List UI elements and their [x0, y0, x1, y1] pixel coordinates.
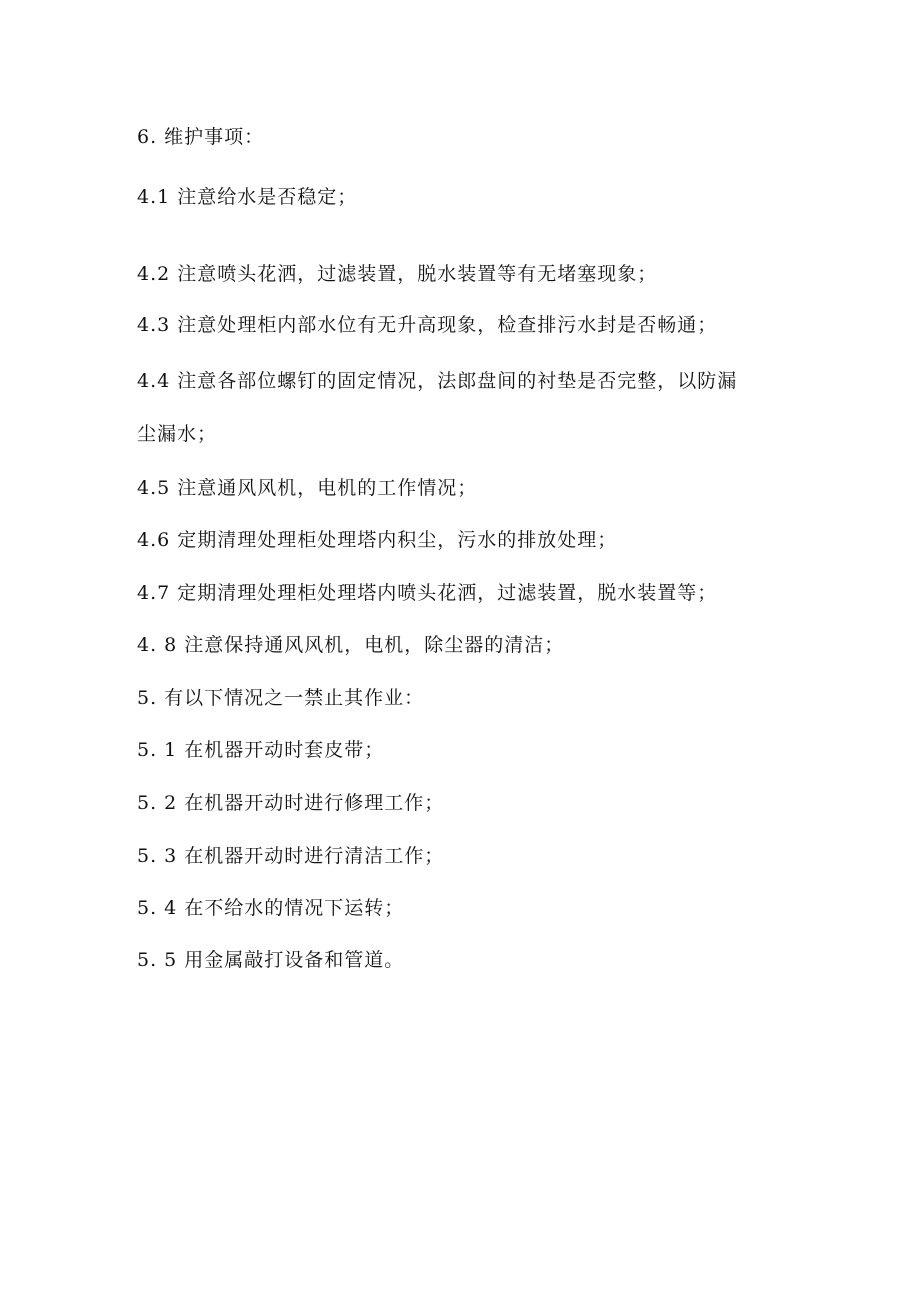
text-line: 5. 3 在机器开动时进行清洁工作；: [137, 845, 445, 867]
text-line: 4. 8 注意保持通风风机，电机，除尘器的清洁；: [137, 634, 565, 656]
text-line: 4.6 定期清理处理柜处理塔内积尘，污水的排放处理；: [137, 529, 618, 551]
text-line: 4.1 注意给水是否稳定；: [137, 186, 358, 208]
text-line: 4.5 注意通风风机，电机的工作情况；: [137, 477, 478, 499]
text-line: 5. 5 用金属敲打设备和管道。: [137, 949, 405, 971]
text-line: 5. 4 在不给水的情况下运转；: [137, 897, 405, 919]
text-line: 5. 1 在机器开动时套皮带；: [137, 739, 385, 761]
section-heading-prohibitions: 5. 有以下情况之一禁止其作业：: [137, 687, 425, 709]
text-line: 4.3 注意处理柜内部水位有无升高现象，检查排污水封是否畅通；: [137, 314, 718, 336]
text-line: 4.7 定期清理处理柜处理塔内喷头花洒，过滤装置，脱水装置等；: [137, 582, 718, 604]
text-line: 5. 2 在机器开动时进行修理工作；: [137, 792, 445, 814]
text-line: 尘漏水；: [137, 423, 218, 445]
text-line: 4.4 注意各部位螺钉的固定情况，法郎盘间的衬垫是否完整，以防漏: [137, 370, 738, 392]
text-line: 4.2 注意喷头花洒，过滤装置，脱水装置等有无堵塞现象；: [137, 263, 658, 285]
section-heading-maintenance: 6. 维护事项：: [137, 126, 265, 148]
